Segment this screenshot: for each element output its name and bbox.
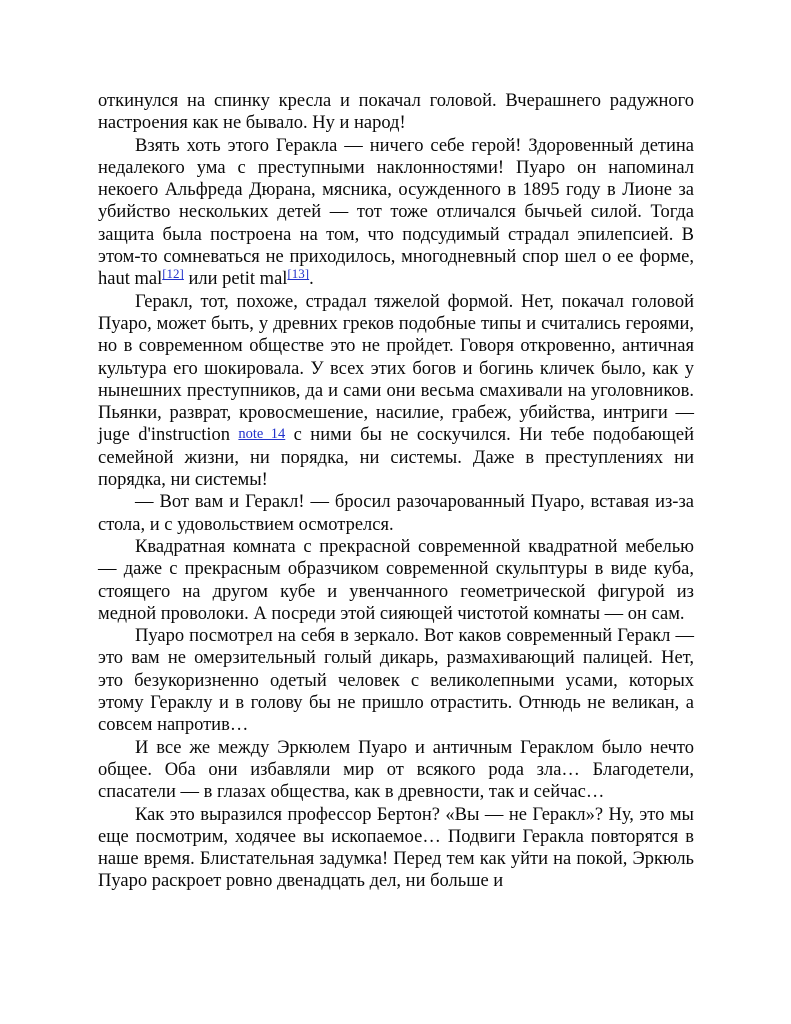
footnote-link-note-14[interactable]: note 14 xyxy=(238,426,286,443)
paragraph xyxy=(98,291,694,492)
paragraph xyxy=(98,135,694,291)
paragraph xyxy=(98,804,694,893)
text-run: Как это выразился профессор Бертон? «Вы — не Геракл»? Ну, это мы еще посмотрим, ходячее вы ископаемое… Подвиги Геракла повторятся в наше время. Блистательная задумка! Перед тем как уйти на покой, Эркюль Пуаро раскроет ровно двенадцать дел, ни больше и xyxy=(98,804,694,892)
text-run: откинулся на спинку кресла и покачал головой. Вчерашнего радужного настроения как не бывало. Ну и народ! xyxy=(98,91,694,134)
paragraph xyxy=(98,536,694,625)
page-text xyxy=(98,90,694,893)
text-run: Пуаро посмотрел на себя в зеркало. Вот каков современный Геракл — это вам не омерзительный голый дикарь, размахивающий палицей. Нет, это безукоризненно одетый человек с великолепными усами, которых этому Гераклу и в голову бы не пришло отрастить. Отнюдь не великан, а совсем напротив… xyxy=(98,626,694,736)
paragraph xyxy=(98,625,694,736)
text-run: с ними бы не соскучился. Ни тебе подобающей семейной жизни, ни порядка, ни системы. Даже в преступлениях ни порядка, ни системы! xyxy=(98,425,694,491)
text-run: Взять хоть этого Геракла — ничего себе герой! Здоровенный детина недалекого ума с преступными наклонностями! Пуаро он напоминал некоего Альфреда Дюрана, мясника, осужденного в 1895 году в Лионе за убийство нескольких детей — тот тоже отличался бычьей силой. Тогда защита была построена на том, что подсудимый страдал эпилепсией. В этом-то сомневаться не приходилось, многодневный спор шел о ее форме, haut mal xyxy=(98,135,694,290)
paragraph xyxy=(98,491,694,536)
footnote-link-12[interactable]: [12] xyxy=(162,266,184,282)
text-run: И все же между Эркюлем Пуаро и античным Гераклом было нечто общее. Оба они избавляли мир от всякого рода зла… Благодетели, спасатели — в глазах общества, как в древности, так и сейчас… xyxy=(98,737,694,803)
text-run: . xyxy=(309,269,314,290)
text-run: Геракл, тот, похоже, страдал тяжелой формой. Нет, покачал головой Пуаро, может быть, у древних греков подобные типы и считались героями, но в современном обществе это не пройдет. Говоря откровенно, античная культура его шокировала. У всех этих богов и богинь кличек было, как у нынешних преступников, да и сами они весьма смахивали на уголовников. Пьянки, разврат, кровосмешение, насилие, грабеж, убийства, интриги — juge d'instruction xyxy=(98,291,694,446)
paragraph xyxy=(98,90,694,135)
text-run: или petit mal xyxy=(183,269,288,290)
text-run: — Вот вам и Геракл! — бросил разочарованный Пуаро, вставая из-за стола, и с удовольствием осмотрелся. xyxy=(98,492,694,535)
paragraph xyxy=(98,737,694,804)
footnote-link-13[interactable]: [13] xyxy=(287,266,310,282)
text-run: Квадратная комната с прекрасной современной квадратной мебелью — даже с прекрасным образчиком современной скульптуры в виде куба, стоящего на другом кубе и увенчанного геометрической фигурой из медной проволоки. А посреди этой сияющей чистотой комнаты — он сам. xyxy=(98,536,694,624)
